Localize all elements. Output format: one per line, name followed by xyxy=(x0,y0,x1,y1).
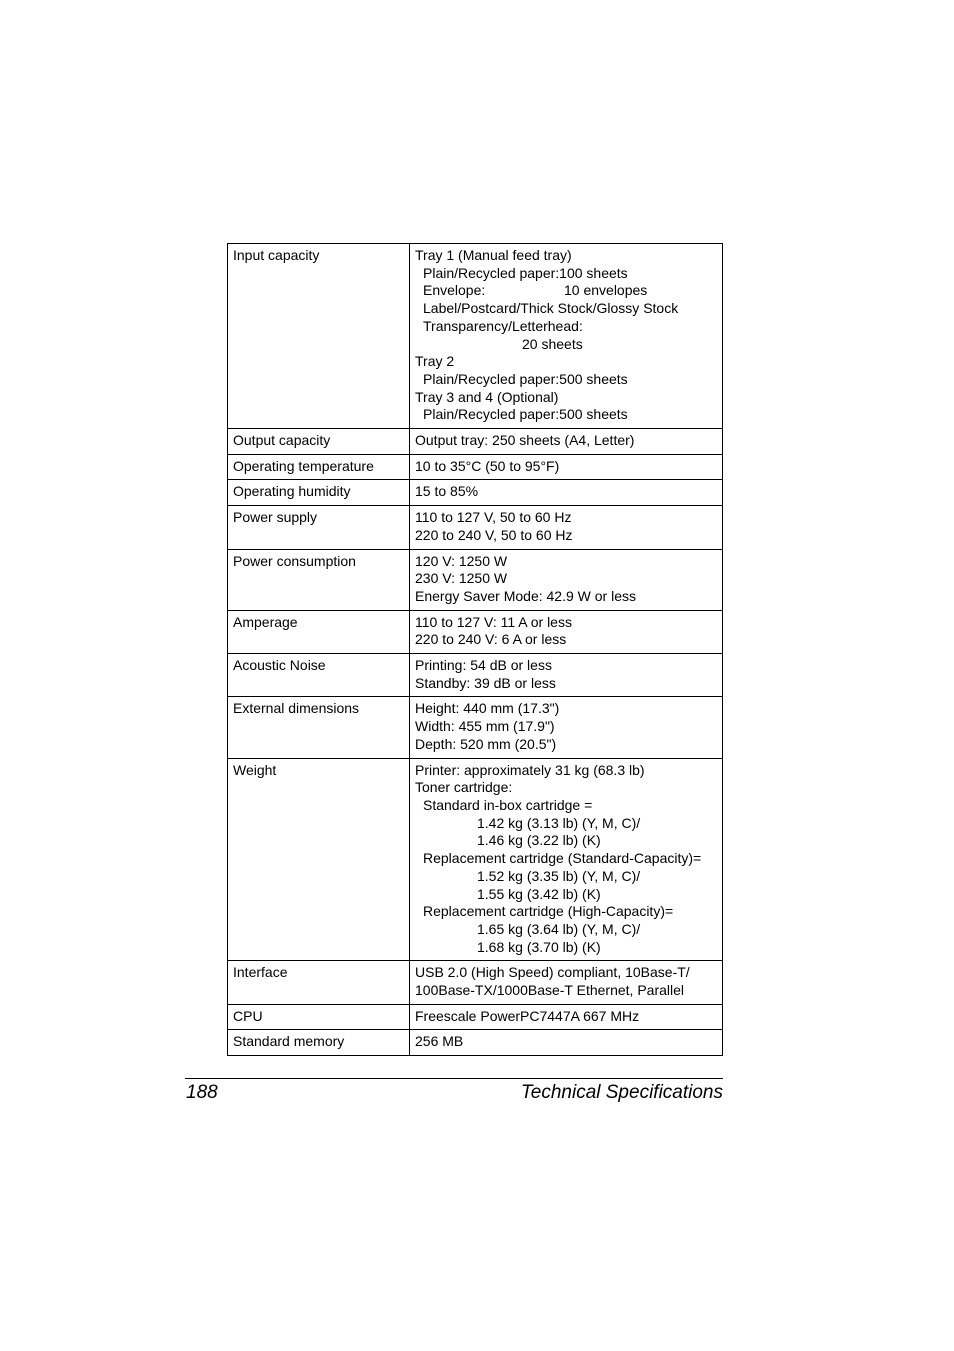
value-line: 230 V: 1250 W xyxy=(415,570,508,587)
row-value xyxy=(410,758,723,961)
value-line: Toner cartridge: xyxy=(415,779,513,796)
table-row xyxy=(228,506,723,549)
row-value xyxy=(410,549,723,610)
row-label: Power consumption xyxy=(228,549,410,610)
row-value xyxy=(410,961,723,1004)
row-value xyxy=(410,697,723,758)
table-row xyxy=(228,654,723,697)
table-row xyxy=(228,697,723,758)
value-line: Standard in-box cartridge = xyxy=(423,796,593,813)
value-line: Height: 440 mm (17.3") xyxy=(415,700,560,717)
value-line: Replacement cartridge (High-Capacity)= xyxy=(423,903,674,920)
table-row xyxy=(228,758,723,961)
table-row xyxy=(228,480,723,506)
table-row xyxy=(228,961,723,1004)
row-label: Input capacity xyxy=(228,244,410,429)
page-number: 188 xyxy=(186,1082,218,1103)
value-line-value: 10 envelopes xyxy=(564,282,648,299)
spec-table xyxy=(227,243,723,1056)
value-line: 100Base-TX/1000Base-T Ethernet, Parallel xyxy=(415,982,685,999)
row-label: Operating temperature xyxy=(228,454,410,480)
table-row xyxy=(228,454,723,480)
table-row xyxy=(228,549,723,610)
row-value xyxy=(410,610,723,653)
row-value: Output tray: 250 sheets (A4, Letter) xyxy=(410,429,723,455)
value-line-label: Envelope: xyxy=(423,282,486,299)
row-label: CPU xyxy=(228,1004,410,1030)
value-line: Replacement cartridge (Standard-Capacity)= xyxy=(423,850,702,867)
row-label: Amperage xyxy=(228,610,410,653)
row-label: Weight xyxy=(228,758,410,961)
value-line: 1.52 kg (3.35 lb) (Y, M, C)/ xyxy=(477,867,641,884)
value-line: Width: 455 mm (17.9") xyxy=(415,718,555,735)
row-label: Interface xyxy=(228,961,410,1004)
value-line: 1.46 kg (3.22 lb) (K) xyxy=(477,832,601,849)
value-line: Tray 3 and 4 (Optional) xyxy=(415,388,559,405)
row-label: External dimensions xyxy=(228,697,410,758)
value-line: Plain/Recycled paper:500 sheets xyxy=(423,370,628,387)
row-label: Power supply xyxy=(228,506,410,549)
value-line: Tray 1 (Manual feed tray) xyxy=(415,247,572,263)
value-line: Standby: 39 dB or less xyxy=(415,674,556,691)
row-value: 256 MB xyxy=(410,1030,723,1056)
value-line: Depth: 520 mm (20.5") xyxy=(415,735,557,752)
row-value: Freescale PowerPC7447A 667 MHz xyxy=(410,1004,723,1030)
table-row xyxy=(228,610,723,653)
value-line: 110 to 127 V: 11 A or less xyxy=(415,613,572,630)
row-label: Output capacity xyxy=(228,429,410,455)
table-row xyxy=(228,1030,723,1056)
value-line xyxy=(415,282,717,300)
row-value xyxy=(410,654,723,697)
value-line: 1.68 kg (3.70 lb) (K) xyxy=(477,938,601,955)
table-row xyxy=(228,1004,723,1030)
value-line: 1.65 kg (3.64 lb) (Y, M, C)/ xyxy=(477,920,641,937)
row-label: Standard memory xyxy=(228,1030,410,1056)
value-line: Printing: 54 dB or less xyxy=(415,657,552,674)
value-line: Energy Saver Mode: 42.9 W or less xyxy=(415,587,636,604)
row-value: 15 to 85% xyxy=(410,480,723,506)
value-line: Printer: approximately 31 kg (68.3 lb) xyxy=(415,761,645,778)
value-line: Plain/Recycled paper:500 sheets xyxy=(423,406,628,423)
value-line: 1.55 kg (3.42 lb) (K) xyxy=(477,885,601,902)
value-line: Tray 2 xyxy=(415,353,455,370)
value-line: 110 to 127 V, 50 to 60 Hz xyxy=(415,509,572,526)
table-row xyxy=(228,429,723,455)
value-line: 20 sheets xyxy=(522,335,583,352)
value-line: Label/Postcard/Thick Stock/Glossy Stock xyxy=(423,300,679,317)
value-line: USB 2.0 (High Speed) compliant, 10Base-T/ xyxy=(415,964,690,981)
row-value: 10 to 35°C (50 to 95°F) xyxy=(410,454,723,480)
row-label: Acoustic Noise xyxy=(228,654,410,697)
value-line: 220 to 240 V: 6 A or less xyxy=(415,631,567,648)
row-value xyxy=(410,244,723,429)
section-title: Technical Specifications xyxy=(520,1082,723,1103)
table-row xyxy=(228,244,723,429)
value-line: 120 V: 1250 W xyxy=(415,552,508,569)
row-value xyxy=(410,506,723,549)
value-line: 220 to 240 V, 50 to 60 Hz xyxy=(415,526,573,543)
value-line: Plain/Recycled paper:100 sheets xyxy=(423,264,628,281)
footer-divider xyxy=(185,1078,723,1079)
value-line: Transparency/Letterhead: xyxy=(423,317,583,334)
value-line: 1.42 kg (3.13 lb) (Y, M, C)/ xyxy=(477,814,641,831)
row-label: Operating humidity xyxy=(228,480,410,506)
